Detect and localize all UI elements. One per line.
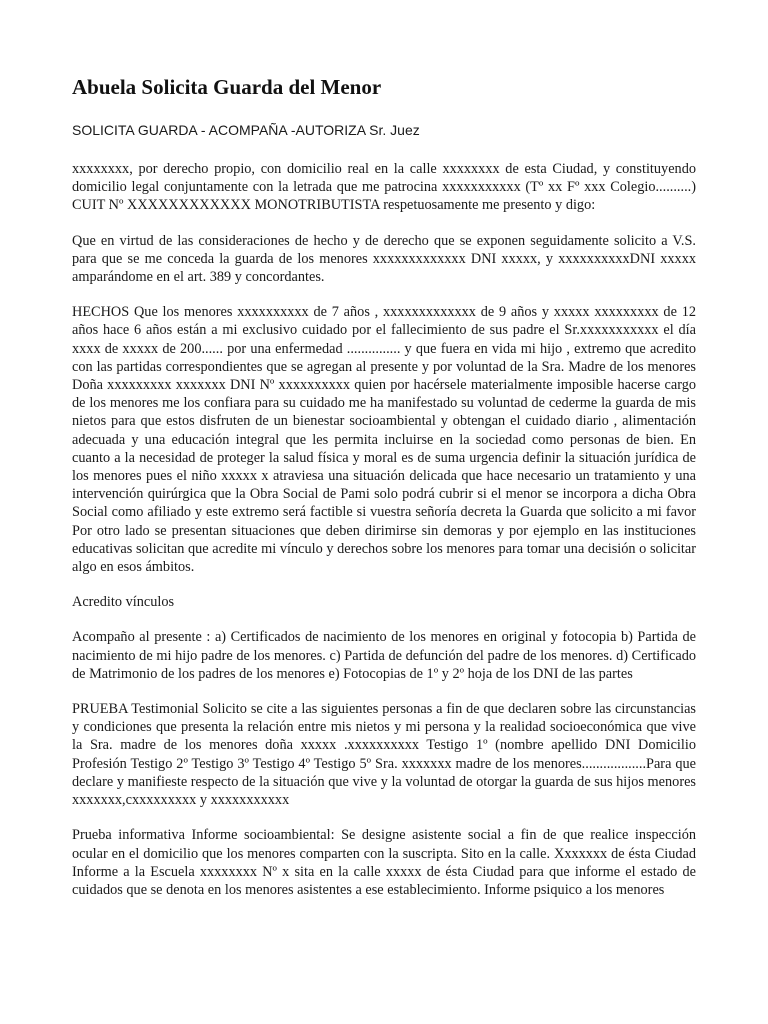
paragraph-attachments: Acompaño al presente : a) Certificados de nacimiento de los menores en original y fotocopia b) Partida de nacimiento de mi hijo padre de los menores. c) Partida de defunción del padre de los menores. d) Certificado de Matrimonio de los padres de los menores e) Fotocopias de 1º y 2º hoja de los DNI de las partes: [72, 629, 696, 682]
paragraph-request: Que en virtud de las consideraciones de hecho y de derecho que se exponen seguidamente solicito a V.S. para que se me conceda la guarda de los menores xxxxxxxxxxxxx DNI xxxxx, y xxxxxxxxxxDNI xxxxx amparándome en el art. 389 y concordantes.: [72, 232, 696, 286]
section-heading-links: Acredito vínculos: [72, 594, 175, 611]
paragraph-facts: HECHOS Que los menores xxxxxxxxxx de 7 años , xxxxxxxxxxxxx de 9 años y xxxxx xxxxxxxxx de 12 años hace 6 años están a mi exclusivo cuidado por el fallecimiento de sus padre el Sr.xxxxxxxxxxx el día xxxx de xxxxx de 200...... por una enfermedad ............... y que fuera en vida mi hijo , extremo que acredito con las partidas correspondientes que se agregan al presente y por voluntad de la Sra. Madre de los menores Doña xxxxxxxxx xxxxxxx DNI Nº xxxxxxxxxx quien por hacérsele materialmente imposible hacerse cargo de los menores me los confiara para su cuidado me ha manifestado su voluntad de cederme la guarda de mis nietos para que estos disfruten de un bienestar socioambiental y obtengan el cuidado diario , alimentación adecuada y una educación integral que les permita incluirse en la sociedad como personas de bien. En cuanto a la necesidad de proteger la salud física y moral es de suma urgencia definir la situación jurídica de los menores pues el niño xxxxx x atraviesa una situación delicada que hace necesario un tratamiento y una intervención quirúrgica que la Obra Social de Pami solo podrá cubrir si el menor se incorpora a dicha Obra Social como afiliado y este extremo será factible si vuestra señoría decreta la Guarda que solicito a mi favor Por otro lado se presentan situaciones que deben dirimirse sin demoras y por ejemplo en las instituciones educativas solicitan que acredite mi vínculo y derechos sobre los menores para tomar una decisión o solicitar algo en esos ámbitos.: [72, 304, 696, 576]
document-subtitle: SOLICITA GUARDA - ACOMPAÑA -AUTORIZA Sr. Juez: [72, 122, 420, 138]
paragraph-testimonial-evidence: PRUEBA Testimonial Solicito se cite a las siguientes personas a fin de que declaren sobre las circunstancias y condiciones que presenta la relación entre mis nietos y mi persona y la realidad socioeconómica que vive la Sra. madre de los menores doña xxxxx .xxxxxxxxxx Testigo 1º (nombre apellido DNI Domicilio Profesión Testigo 2º Testigo 3º Testigo 4º Testigo 5º Sra. xxxxxxx madre de los menores..................Para que declare y manifieste respecto de la situación que vive y la voluntad de otorgar la guarda de sus hijos menores xxxxxxx,cxxxxxxxxx y xxxxxxxxxxx: [72, 701, 696, 809]
document-title: Abuela Solicita Guarda del Menor: [72, 75, 382, 99]
paragraph-informative-evidence: Prueba informativa Informe socioambiental: Se designe asistente social a fin de que realice inspección ocular en el domicilio que los menores comparten con la suscripta. Sito en la calle. Xxxxxxx de ésta Ciudad Informe a la Escuela xxxxxxxx Nº x sita en la calle xxxxx de ésta Ciudad para que informe el estado de cuidados que se denota en los menores asistentes a ese establecimiento. Informe psiquico a los menores: [72, 827, 696, 898]
paragraph-presentation: xxxxxxxx, por derecho propio, con domicilio real en la calle xxxxxxxx de esta Ciudad, y constituyendo domicilio legal conjuntamente con la letrada que me patrocina xxxxxxxxxxx (Tº xx Fº xxx Colegio..........) CUIT Nº XXXXXXXXXXXX MONOTRIBUTISTA respetuosamente me presento y digo:: [72, 161, 696, 214]
